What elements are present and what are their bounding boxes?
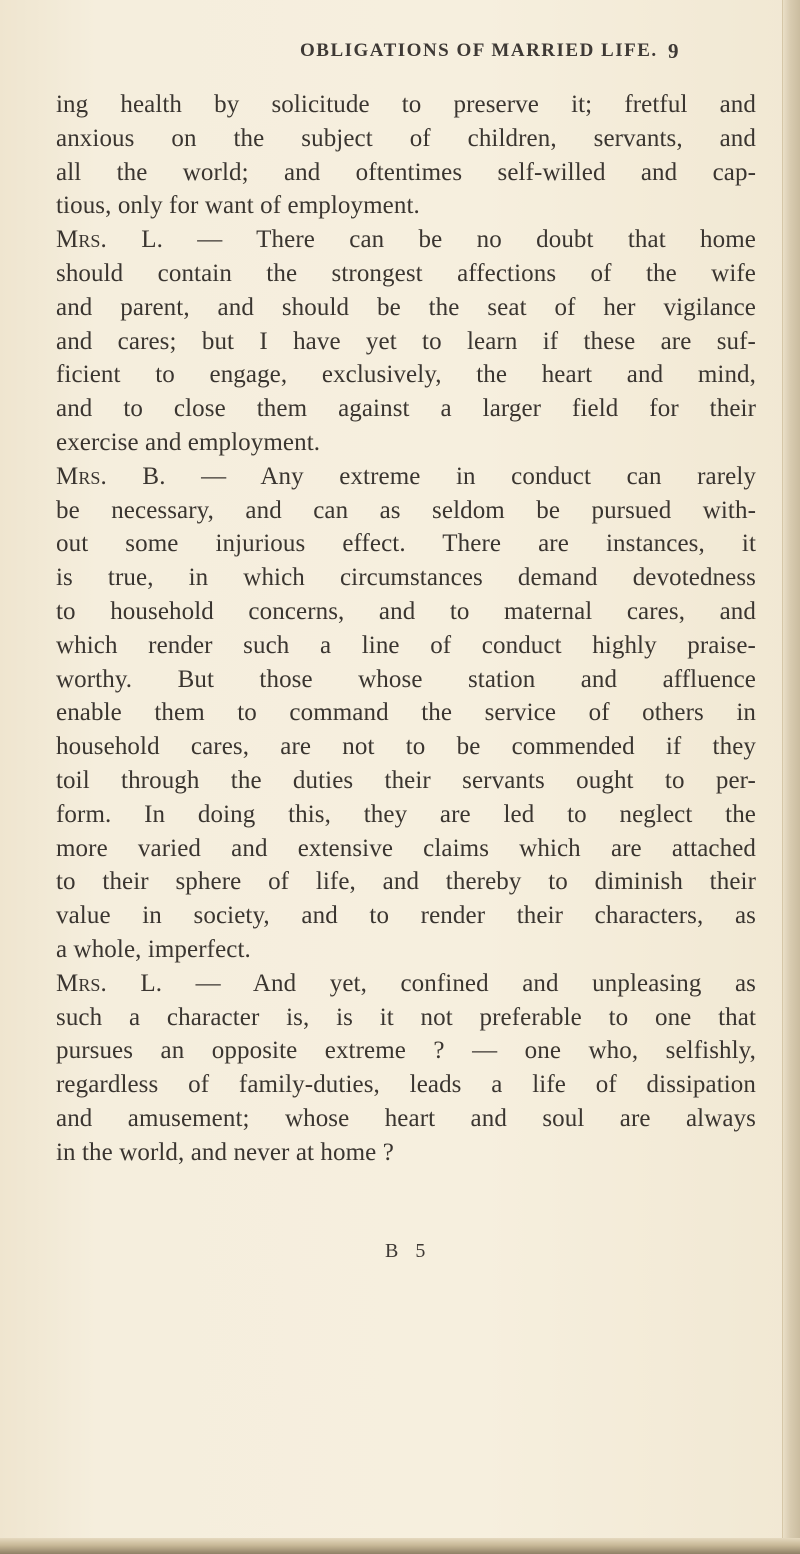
text-line [56,832,756,866]
line-text: which render such a line of conduct highly praise- [56,631,756,659]
page-edge-bottom [0,1538,800,1554]
text-line [56,291,756,325]
speaker-name: Mrs. B. [56,462,166,490]
text-line [56,967,756,1001]
body-text [56,88,756,1170]
text-line [56,88,756,122]
line-text: and cares; but I have yet to learn if these are suf- [56,327,756,355]
line-text: to their sphere of life, and thereby to diminish their [56,868,756,896]
text-line [56,1001,756,1035]
page-edge-right [782,0,800,1554]
text-line [56,865,756,899]
line-text: a whole, imperfect. [56,935,251,963]
line-text: exercise and employment. [56,428,321,456]
line-text: and amusement; whose heart and soul are always [56,1104,756,1132]
text-line [56,899,756,933]
text-line [56,156,756,190]
line-text: and parent, and should be the seat of her vigilance [56,293,756,321]
line-text: pursues an opposite extreme ? — one who, selfishly, [56,1037,756,1065]
line-text: and to close them against a larger field for their [56,395,756,423]
line-text: is true, in which circumstances demand devotedness [56,564,756,592]
text-line [56,527,756,561]
text-line [56,933,756,967]
text-line [56,122,756,156]
text-line [56,257,756,291]
text-line [56,561,756,595]
page-number: 9 [668,39,679,63]
line-text: — And yet, confined and unpleasing as [162,969,757,997]
line-text: in the world, and never at home ? [56,1138,394,1166]
text-line [56,595,756,629]
running-head [0,40,800,70]
text-line [56,798,756,832]
text-line [56,1102,756,1136]
text-line [56,663,756,697]
text-line [56,1136,756,1170]
line-text: household cares, are not to be commended if they [56,733,756,761]
line-text: ficient to engage, exclusively, the heart and mind, [56,361,756,389]
text-line [56,494,756,528]
line-text: ing health by solicitude to preserve it; fretful and [56,91,756,118]
line-text: such a character is, is it not preferable to one that [56,1003,756,1031]
signature-mark: B 5 [385,1240,432,1262]
text-line [56,223,756,257]
text-line [56,629,756,663]
line-text: enable them to command the service of others in [56,699,756,727]
line-text: be necessary, and can as seldom be pursued with- [56,496,756,524]
text-line [56,426,756,460]
line-text: all the world; and oftentimes self-willed and cap- [56,158,756,186]
speaker-name: Mrs. L. [56,969,163,997]
text-line [56,358,756,392]
text-line [56,1034,756,1068]
line-text: to household concerns, and to maternal cares, and [56,597,756,625]
line-text: regardless of family-duties, leads a life of dissipation [56,1071,756,1099]
text-line [56,696,756,730]
text-line [56,325,756,359]
text-line [56,460,756,494]
line-text: — Any extreme in conduct can rarely [165,462,756,490]
text-line [56,392,756,426]
line-text: more varied and extensive claims which are attached [56,834,756,862]
line-text: value in society, and to render their characters, as [56,902,756,930]
running-title: OBLIGATIONS OF MARRIED LIFE. [300,40,658,61]
line-text: toil through the duties their servants ought to per- [56,766,756,794]
text-line [56,764,756,798]
speaker-name: Mrs. L. [56,226,163,254]
line-text: form. In doing this, they are led to neglect the [56,800,756,828]
line-text: anxious on the subject of children, servants, and [56,124,756,152]
line-text: out some injurious effect. There are instances, it [56,530,756,558]
text-line [56,1068,756,1102]
line-text: — There can be no doubt that home [162,226,756,254]
text-line [56,730,756,764]
text-line [56,189,756,223]
line-text: worthy. But those whose station and affluence [56,665,756,693]
line-text: should contain the strongest affections of the wife [56,259,756,287]
line-text: tious, only for want of employment. [56,192,420,220]
